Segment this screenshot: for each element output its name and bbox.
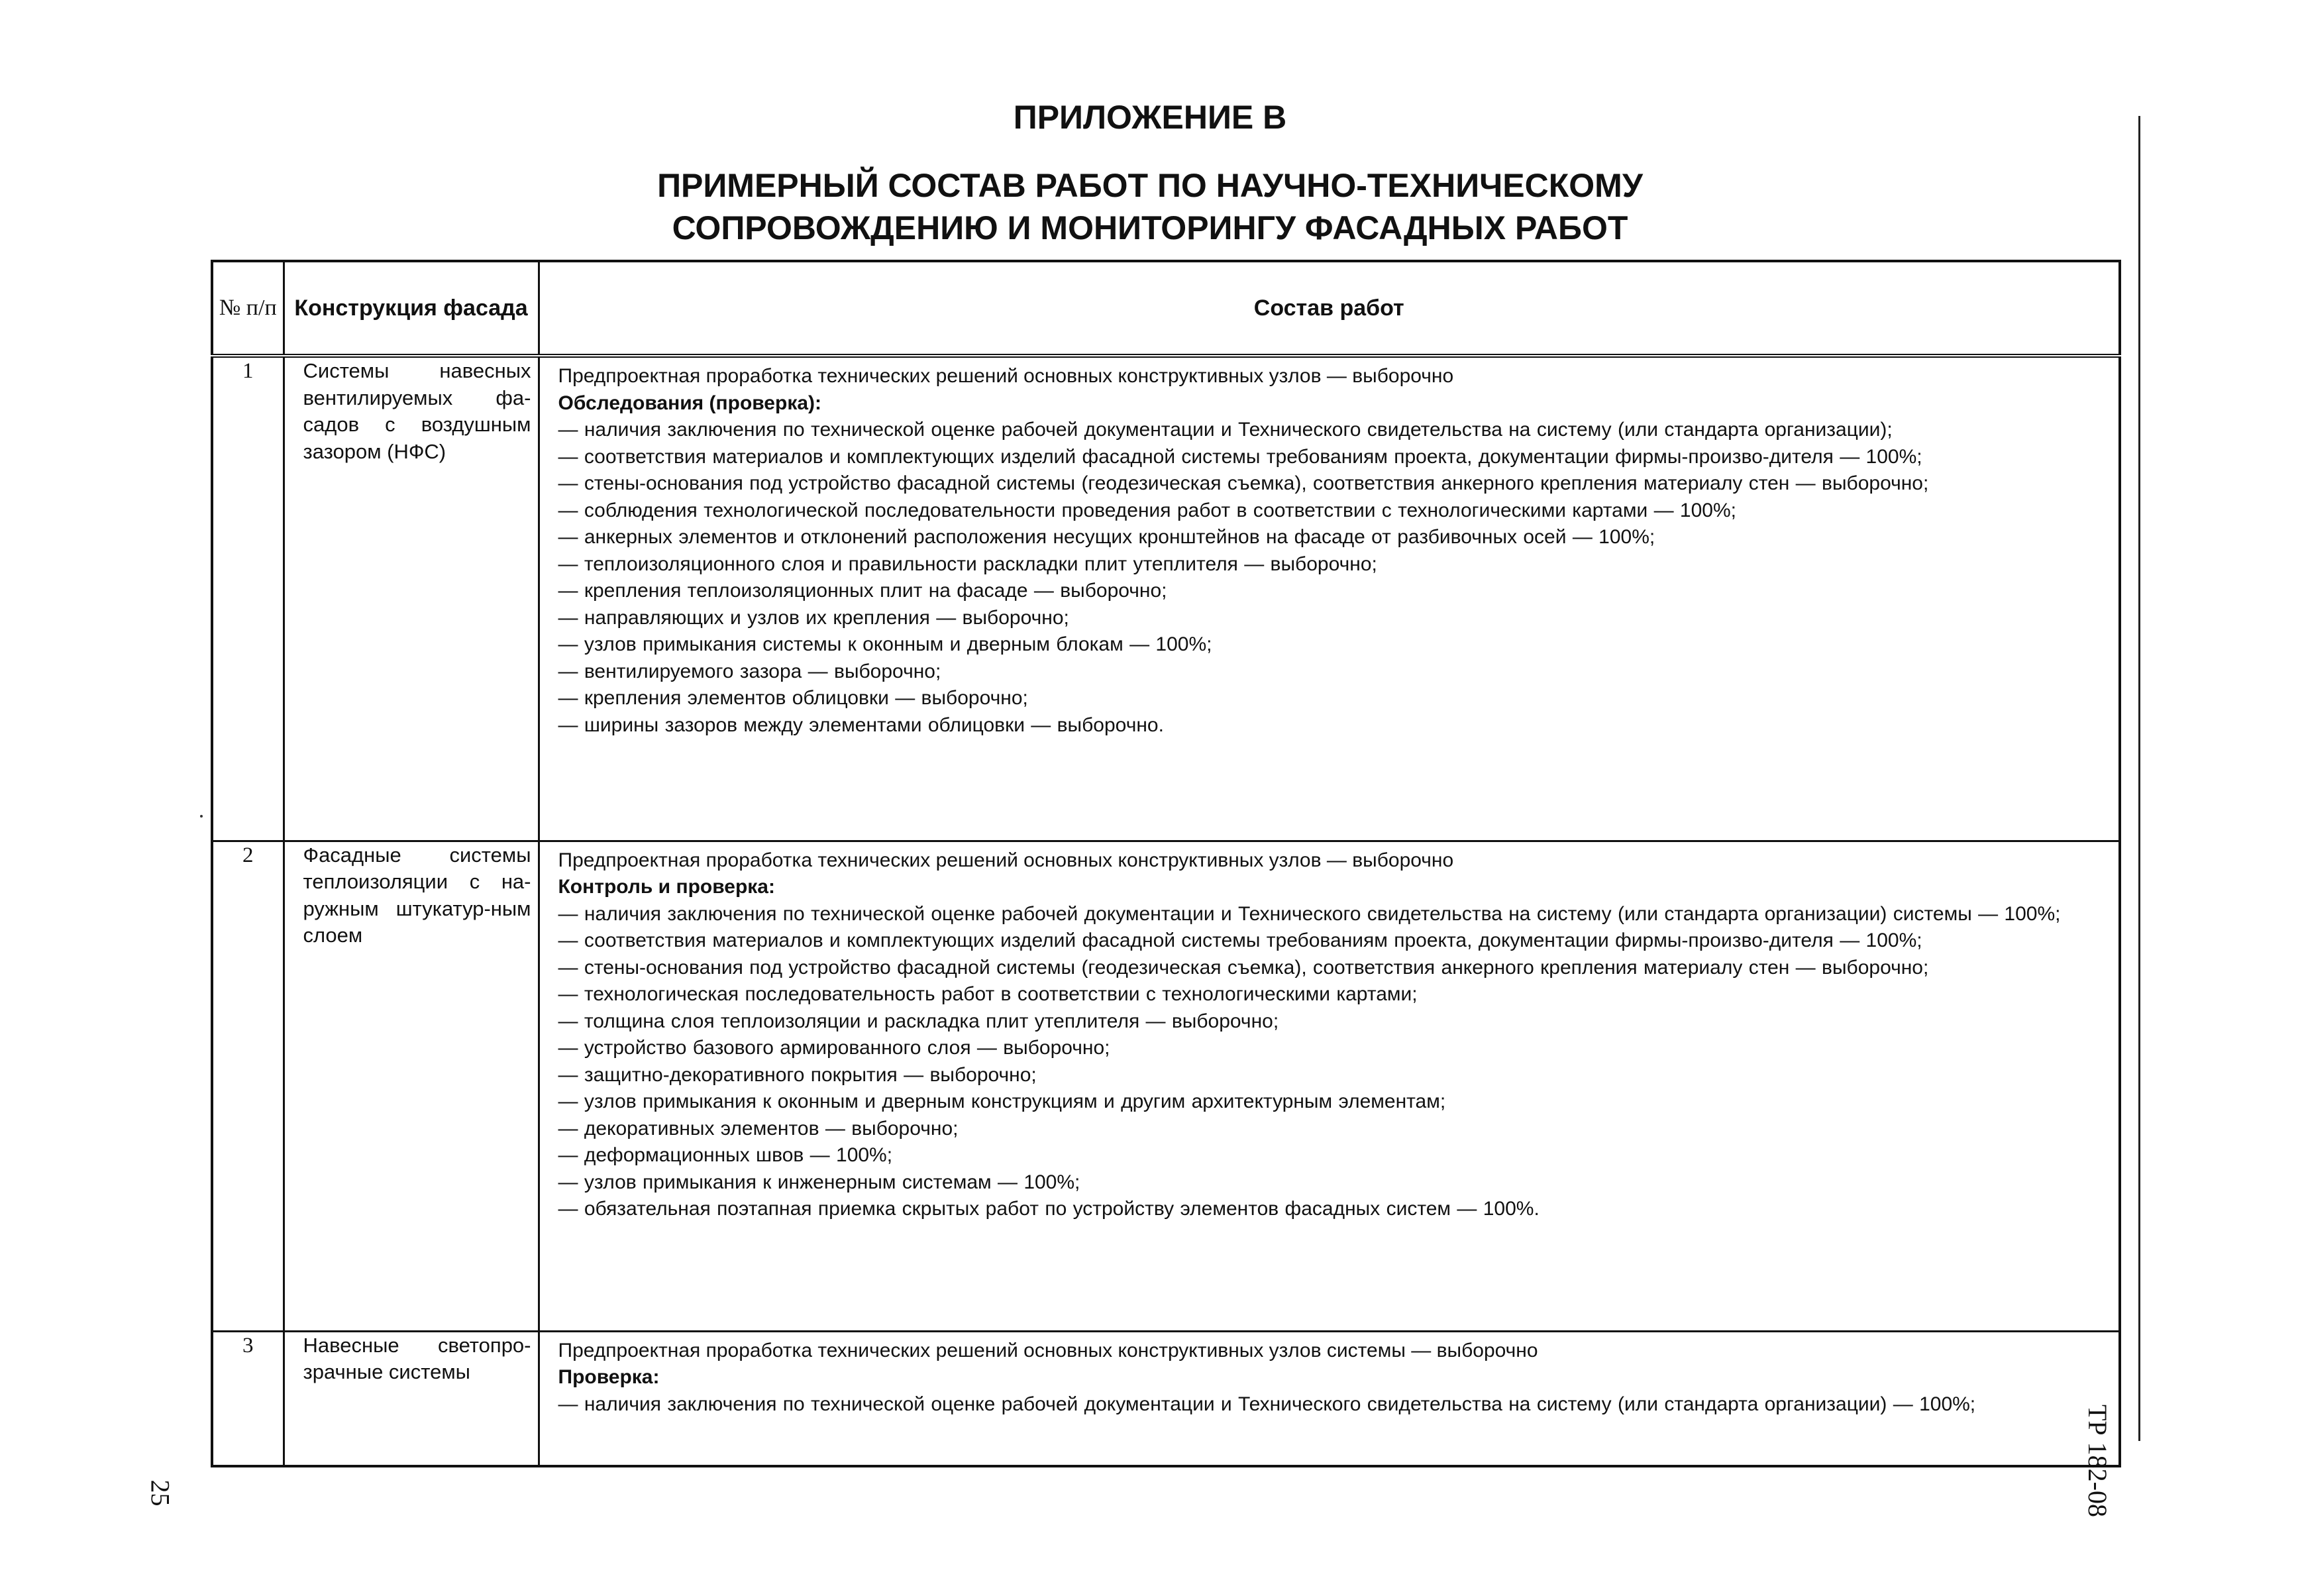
table-header-row bbox=[212, 261, 2120, 356]
scan-speck bbox=[200, 815, 203, 818]
works-item: — узлов примыкания к инженерным системам — 100%; bbox=[558, 1171, 1080, 1193]
works-subtitle: Проверка: bbox=[558, 1366, 660, 1388]
works-item: — обязательная поэтапная приемка скрытых работ по устройству элементов фасадных систем — 100%. bbox=[558, 1198, 1540, 1220]
right-margin-rule bbox=[2138, 116, 2140, 1441]
works-intro: Предпроектная проработка технических решений основных конструктивных узлов — выборочно bbox=[558, 365, 1454, 387]
document-title bbox=[0, 164, 2300, 249]
header-works: Состав работ bbox=[539, 261, 2120, 356]
row-works bbox=[539, 356, 2120, 841]
row-construction: Системы навесных вентилируемых фа-садов с воздушным зазором (НФС) bbox=[284, 356, 539, 841]
works-item: — стены-основания под устройство фасадной системы (геодезическая съемка), соответствия анкерного крепления материалу стен — выборочно; bbox=[558, 472, 1929, 494]
row-number: 3 bbox=[212, 1331, 284, 1466]
table-body bbox=[212, 356, 2120, 1466]
works-item: — узлов примыкания системы к оконным и дверным блокам — 100%; bbox=[558, 633, 1212, 655]
works-item: — крепления теплоизоляционных плит на фасаде — выборочно; bbox=[558, 580, 1167, 602]
works-item: — соответствия материалов и комплектующих изделий фасадной системы требованиям проекта, документации фирмы-произво-дителя — 100%; bbox=[558, 445, 1922, 468]
works-item: — наличия заключения по технической оценке рабочей документации и Технического свидетельства на систему (или стандарта организации) — 100%; bbox=[558, 1393, 1976, 1415]
appendix-title: ПРИЛОЖЕНИЕ В bbox=[1013, 99, 1287, 136]
works-item: — наличия заключения по технической оценке рабочей документации и Технического свидетельства на систему (или стандарта организации) системы — 100%; bbox=[558, 902, 2061, 925]
works-item: — ширины зазоров между элементами облицовки — выборочно. bbox=[558, 714, 1164, 736]
table-row bbox=[212, 356, 2120, 841]
works-subtitle: Обследования (проверка): bbox=[558, 392, 821, 414]
table-row bbox=[212, 841, 2120, 1331]
page-number: 25 bbox=[145, 1479, 176, 1507]
works-item: — анкерных элементов и отклонений расположения несущих кронштейнов на фасаде от разбивочных осей — 100%; bbox=[558, 526, 1655, 548]
works-intro: Предпроектная проработка технических решений основных конструктивных узлов системы — выборочно bbox=[558, 1339, 1538, 1361]
row-construction: Навесные светопро-зрачные системы bbox=[284, 1331, 539, 1466]
works-intro: Предпроектная проработка технических решений основных конструктивных узлов — выборочно bbox=[558, 849, 1454, 871]
works-item: — соответствия материалов и комплектующих изделий фасадной системы требованиям проекта, документации фирмы-произво-дителя — 100%; bbox=[558, 930, 1922, 951]
row-works bbox=[539, 841, 2120, 1331]
works-subtitle: Контроль и проверка: bbox=[558, 876, 775, 898]
works-item: — наличия заключения по технической оценке рабочей документации и Технического свидетельства на систему (или стандарта организации); bbox=[558, 419, 1893, 441]
row-number: 1 bbox=[212, 356, 284, 841]
works-item: — соблюдения технологической последовательности проведения работ в соответствии с технологическими картами — 100%; bbox=[558, 499, 1736, 521]
header-construction: Конструкция фасада bbox=[284, 261, 539, 356]
document-title-line-2: СОПРОВОЖДЕНИЮ И МОНИТОРИНГУ ФАСАДНЫХ РАБОТ bbox=[672, 209, 1628, 246]
works-item: — технологическая последовательность работ в соответствии с технологическими картами; bbox=[558, 983, 1418, 1005]
document-code: ТР 182-08 bbox=[2083, 1405, 2113, 1517]
row-construction: Фасадные системы теплоизоляции с на-ружным штукатур-ным слоем bbox=[284, 841, 539, 1331]
works-item: — стены-основания под устройство фасадной системы (геодезическая съемка), соответствия анкерного крепления материалу стен — выборочно; bbox=[558, 956, 1929, 979]
works-item: — узлов примыкания к оконным и дверным конструкциям и другим архитектурным элементам; bbox=[558, 1091, 1446, 1112]
works-item: — теплоизоляционного слоя и правильности раскладки плит утеплителя — выборочно; bbox=[558, 553, 1377, 575]
works-table bbox=[211, 260, 2121, 1467]
row-number: 2 bbox=[212, 841, 284, 1331]
header-number: № п/п bbox=[212, 261, 284, 356]
row-works bbox=[539, 1331, 2120, 1466]
works-item: — деформационных швов — 100%; bbox=[558, 1144, 893, 1166]
table-row bbox=[212, 1331, 2120, 1466]
works-item: — толщина слоя теплоизоляции и раскладка плит утеплителя — выборочно; bbox=[558, 1010, 1279, 1032]
works-item: — защитно-декоративного покрытия — выборочно; bbox=[558, 1063, 1037, 1086]
works-item: — направляющих и узлов их крепления — выборочно; bbox=[558, 606, 1069, 629]
works-item: — крепления элементов облицовки — выборочно; bbox=[558, 687, 1028, 709]
works-item: — устройство базового армированного слоя — выборочно; bbox=[558, 1037, 1110, 1059]
works-item: — вентилируемого зазора — выборочно; bbox=[558, 660, 941, 682]
document-title-line-1: ПРИМЕРНЫЙ СОСТАВ РАБОТ ПО НАУЧНО-ТЕХНИЧЕСКОМУ bbox=[657, 167, 1643, 204]
works-item: — декоративных элементов — выборочно; bbox=[558, 1117, 959, 1140]
